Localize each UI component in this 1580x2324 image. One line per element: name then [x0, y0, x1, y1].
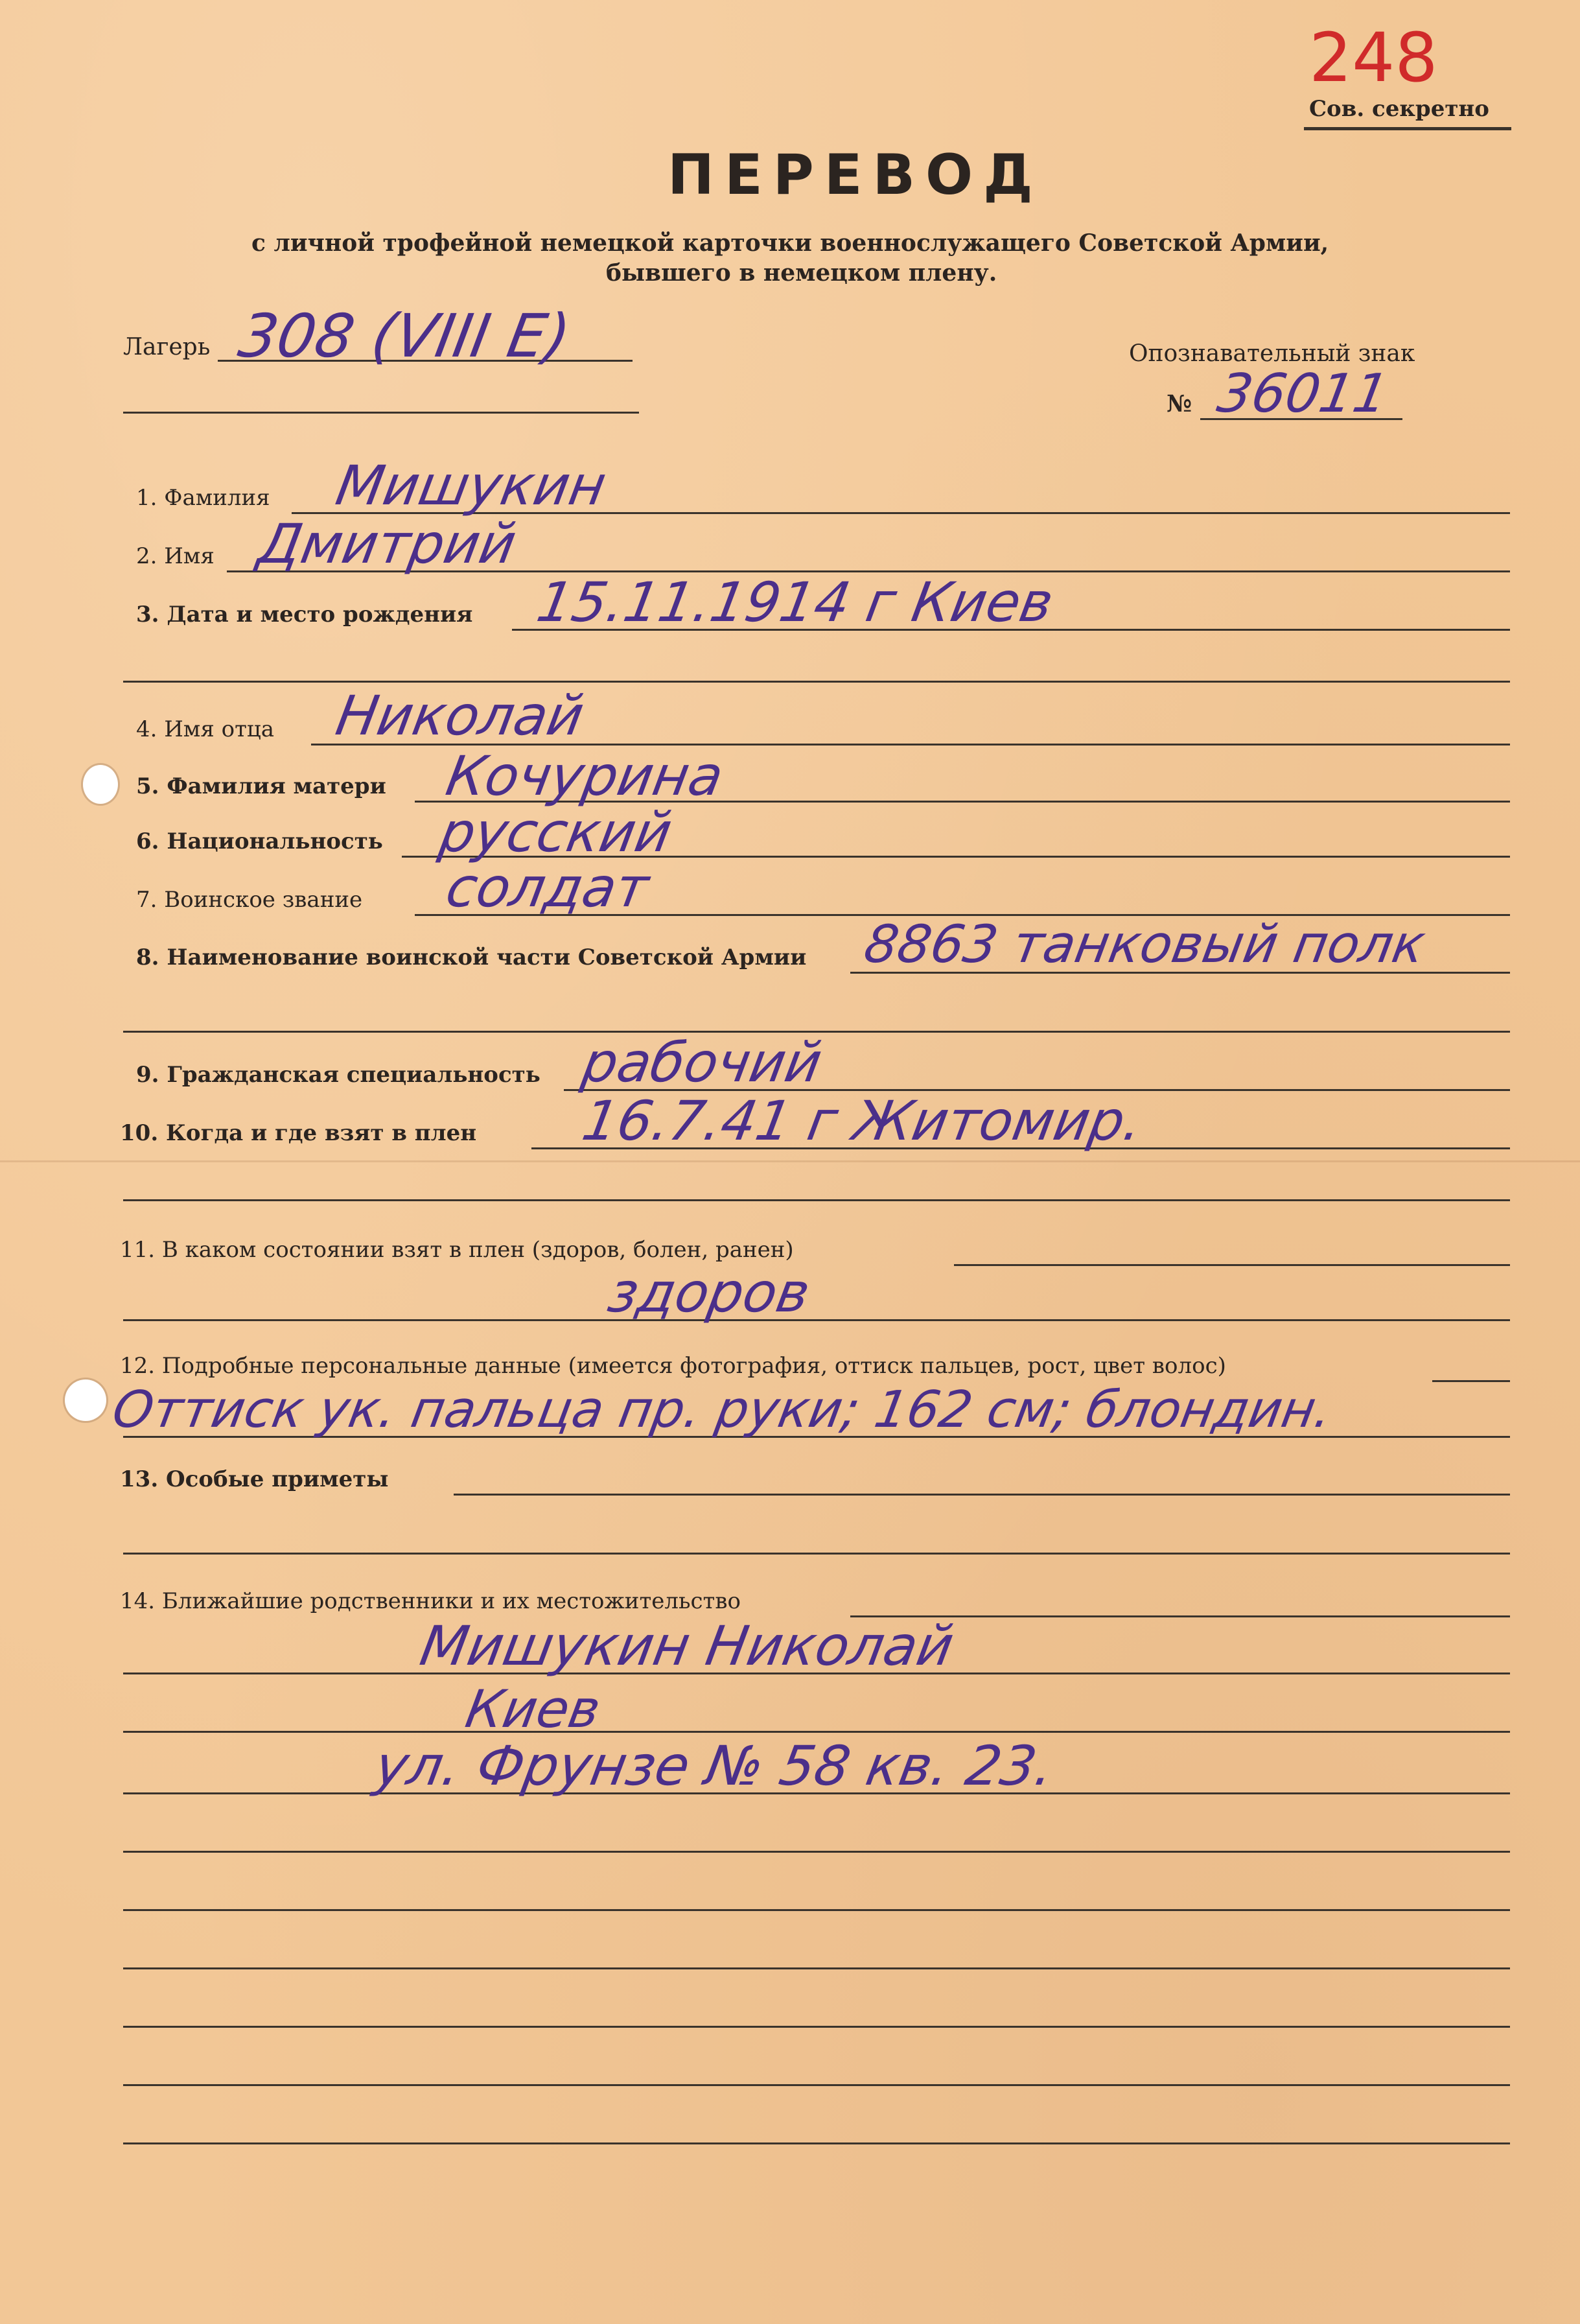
field-label-birth: Дата и место рождения: [167, 602, 473, 628]
field-label-mother-surname: Фамилия матери: [167, 773, 386, 799]
field-line: [954, 1264, 1510, 1266]
field-label-nationality: Национальность: [167, 828, 383, 854]
field-label-capture-condition: В каком состоянии взят в плен (здоров, болен, ранен): [161, 1237, 794, 1263]
field-line: [123, 1319, 1510, 1321]
field-number: 14.: [120, 1588, 156, 1614]
capture-place-value: 16.7.41 г Житомир.: [577, 1089, 1148, 1153]
civil-profession-value: рабочий: [577, 1031, 827, 1094]
field-line: [123, 1199, 1510, 1201]
field-number: 10.: [120, 1120, 159, 1146]
field-number: 6.: [136, 828, 159, 854]
field-label-surname: Фамилия: [164, 485, 270, 511]
relatives-value-line-1: Мишукин Николай: [415, 1614, 958, 1678]
field-label-personal-data: Подробные персональные данные (имеется фотография, оттиск пальцев, рост, цвет волос): [161, 1353, 1226, 1379]
field-label-relatives: Ближайшие родственники и их местожительство: [161, 1588, 741, 1614]
field-label-father-name: Имя отца: [164, 716, 275, 742]
field-number: 13.: [120, 1466, 159, 1492]
field-line: [1432, 1380, 1510, 1382]
field-label-capture-place: Когда и где взят в плен: [166, 1120, 477, 1146]
birth-value: 15.11.1914 г Киев: [532, 570, 1058, 634]
field-line: [123, 1731, 1510, 1733]
classification-underline: [1304, 127, 1511, 130]
personal-data-value: Оттиск ук. пальца пр. руки; 162 см; блондин.: [108, 1381, 1337, 1439]
field-number: 1.: [136, 485, 157, 511]
field-line: [454, 1494, 1510, 1496]
field-line: [123, 681, 1510, 683]
id-tag-number-sign: №: [1167, 390, 1192, 417]
field-label-first-name: Имя: [164, 543, 215, 569]
field-line: [123, 1851, 1510, 1853]
mother-surname-value: Кочурина: [441, 744, 728, 808]
document-subtitle-2: бывшего в немецком плену.: [606, 259, 997, 287]
document-title: ПЕРЕВОД: [668, 143, 1043, 207]
capture-condition-value: здоров: [603, 1261, 815, 1324]
field-number: 9.: [136, 1062, 159, 1088]
archive-number: 248: [1309, 18, 1438, 97]
field-number: 2.: [136, 543, 157, 569]
classification-label: Сов. секретно: [1309, 96, 1489, 122]
field-line: [123, 2026, 1510, 2028]
field-line: [123, 1967, 1510, 1969]
punch-hole: [65, 1379, 106, 1421]
field-line: [123, 1553, 1510, 1555]
father-name-value: Николай: [331, 684, 589, 747]
field-number: 7.: [136, 887, 157, 913]
nationality-value: русский: [435, 801, 677, 864]
first-name-value: Дмитрий: [253, 512, 521, 576]
document-subtitle: с личной трофейной немецкой карточки военнослужащего Советской Армии,: [251, 229, 1329, 257]
field-line: [123, 2084, 1510, 2086]
military-unit-value: 8863 танковый полк: [859, 914, 1430, 974]
field-label-special-marks: Особые приметы: [166, 1466, 389, 1492]
punch-hole: [83, 765, 118, 804]
field-label-military-unit: Наименование воинской части Советской Армии: [167, 945, 807, 970]
field-number: 12.: [120, 1353, 156, 1379]
field-number: 5.: [136, 773, 159, 799]
field-line: [123, 1909, 1510, 1911]
camp-value: 308 (VIII E): [233, 301, 575, 371]
id-tag-value: 36011: [1213, 363, 1393, 425]
relatives-value-line-3: ул. Фрунзе № 58 кв. 23.: [370, 1734, 1059, 1798]
paper-fold: [0, 1160, 1580, 1162]
field-number: 11.: [120, 1237, 156, 1263]
camp-line-2: [123, 412, 639, 414]
relatives-value-line-2: Киев: [461, 1679, 605, 1739]
field-label-civil-profession: Гражданская специальность: [167, 1062, 540, 1088]
surname-value: Мишукин: [331, 454, 611, 517]
rank-value: солдат: [441, 856, 654, 919]
field-number: 4.: [136, 716, 157, 742]
field-number: 3.: [136, 602, 159, 628]
id-tag-label: Опознавательный знак: [1129, 340, 1415, 367]
camp-label: Лагерь: [123, 334, 211, 360]
field-number: 8.: [136, 945, 159, 970]
field-label-rank: Воинское звание: [164, 887, 363, 913]
field-line: [123, 2142, 1510, 2144]
